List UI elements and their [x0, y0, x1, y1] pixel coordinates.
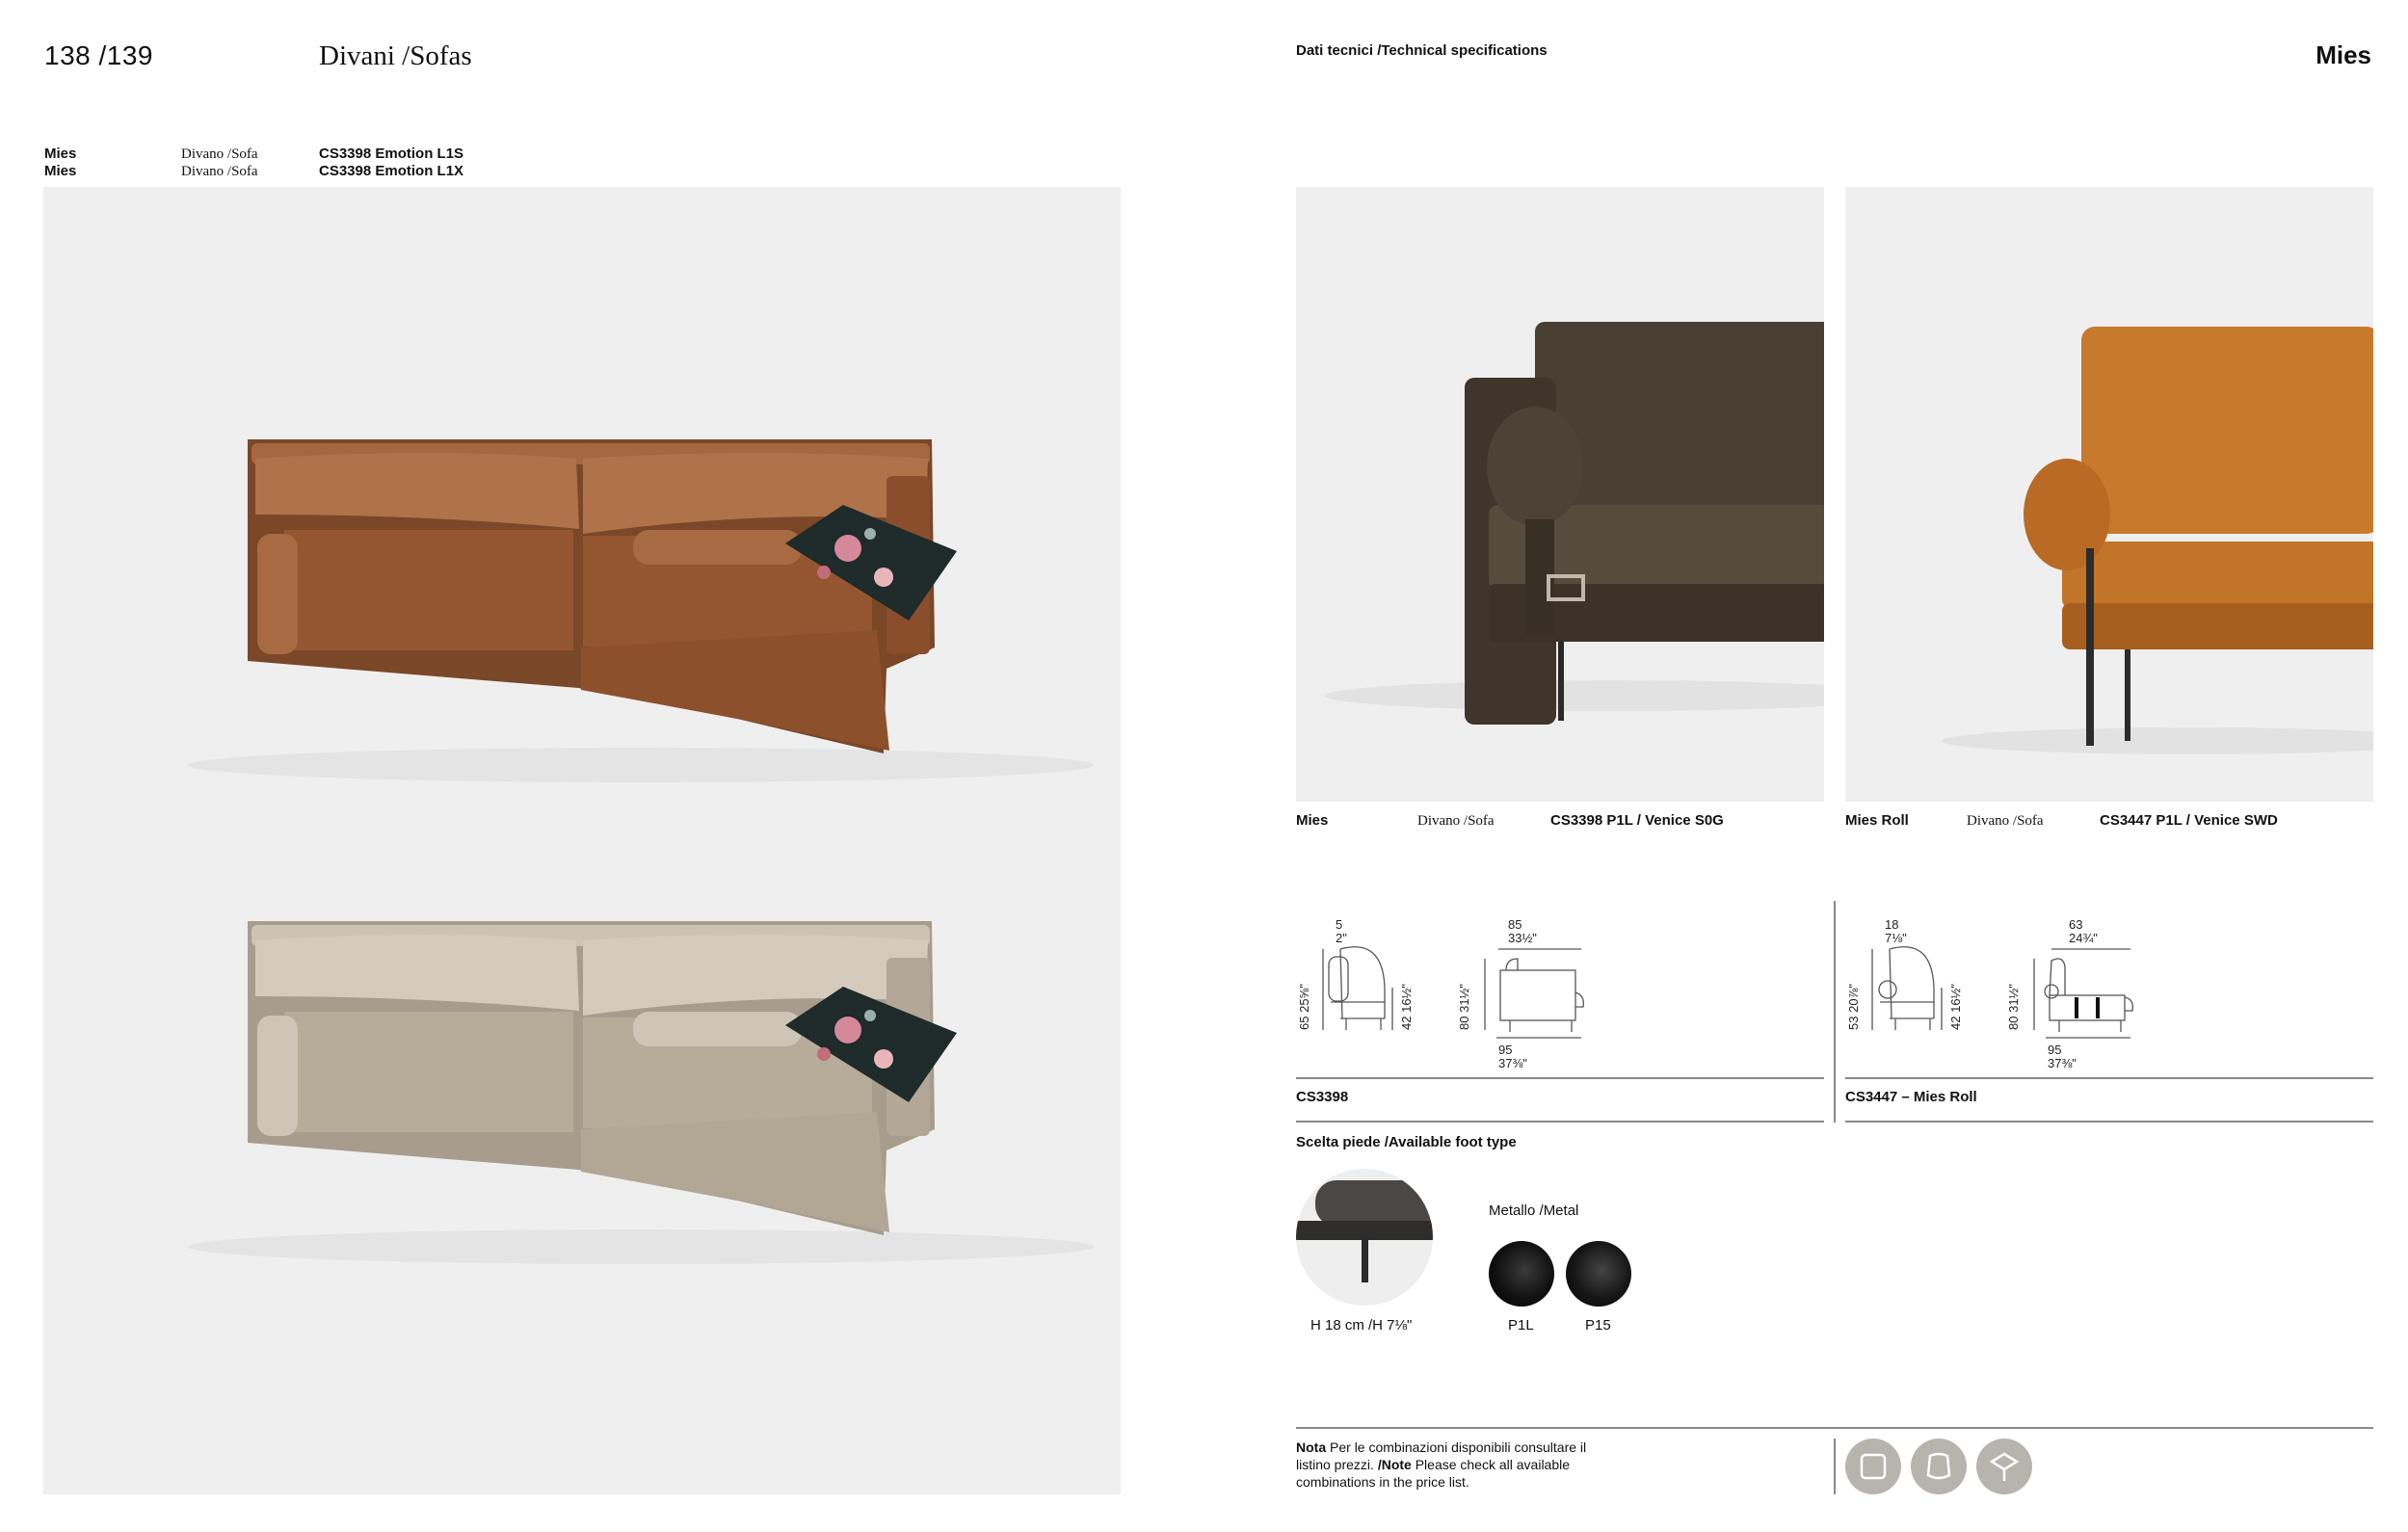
- feet-title: Scelta piede /Available foot type: [1296, 1134, 1517, 1150]
- sofa-top-views-illustration: [43, 187, 1121, 1494]
- note-divider: [1834, 1439, 1836, 1494]
- drawing-rule-bottom-1: [1296, 1121, 1824, 1123]
- product-name-1: Mies: [1296, 812, 1329, 829]
- foot-detail-photo: [1296, 1169, 1433, 1306]
- product-type-1: Divano /Sofa: [1417, 813, 1495, 829]
- drawing-rule-bottom-2: [1845, 1121, 2373, 1123]
- drawing-divider: [1834, 901, 1836, 1123]
- caption-code-2: CS3398 Emotion L1X: [319, 163, 464, 179]
- collection-title: Mies: [2315, 40, 2371, 69]
- product-code-1: CS3398 P1L / Venice S0G: [1550, 812, 1724, 829]
- cs3398-line-drawing: [1296, 911, 1824, 1084]
- taupe-sofa: [188, 921, 1094, 1264]
- caption-name-2: Mies: [44, 163, 77, 179]
- dim-width: 95 37⅜": [1498, 1043, 1527, 1070]
- section-title: Divani /Sofas: [319, 40, 472, 71]
- foot-caption: H 18 cm /H 7⅛": [1310, 1317, 1413, 1334]
- finish-swatch-p1l: [1489, 1241, 1554, 1307]
- dim-seat-height: 42 16½": [1948, 983, 1963, 1030]
- drawing-cs3447: [1845, 911, 2373, 1084]
- caption-type-1: Divano /Sofa: [181, 146, 258, 162]
- page-numbers: 138 /139: [44, 40, 153, 70]
- dim-width: 95 37⅜": [2048, 1043, 2077, 1070]
- note-text: Nota Per le combinazioni disponibili consultare il listino prezzi. /Note Please check all available combinations in the price list.: [1296, 1440, 1587, 1490]
- spec-label: Dati tecnici /Technical specifications: [1296, 42, 1548, 59]
- dim-seat-height: 42 16½": [1399, 983, 1414, 1030]
- cs3447-line-drawing: [1845, 911, 2373, 1084]
- dim-side-height: 53 20⅞": [1846, 983, 1861, 1030]
- product-code-2: CS3447 P1L / Venice SWD: [2100, 812, 2278, 829]
- seat-care-icon: [1976, 1439, 2032, 1494]
- mies-sofa-photo: [1296, 187, 1824, 802]
- sofa-top-view-photo: [43, 187, 1121, 1494]
- finish-label: Metallo /Metal: [1489, 1202, 1579, 1219]
- drawing-rule-top-2: [1845, 1077, 2373, 1079]
- dim-depth: 63 24¾": [2069, 917, 2098, 945]
- drawing-rule-top-1: [1296, 1077, 1824, 1079]
- dim-front-height: 80 31½": [2006, 983, 2021, 1030]
- fabric-icon: [1845, 1439, 1901, 1494]
- foot-detail-illustration: [1296, 1169, 1433, 1306]
- dim-side-top: 5 2": [1336, 917, 1347, 945]
- product-type-2: Divano /Sofa: [1967, 813, 2044, 829]
- dim-front-height: 80 31½": [1457, 983, 1471, 1030]
- leather-icon: [1911, 1439, 1967, 1494]
- dim-side-top: 18 7⅛": [1885, 917, 1907, 945]
- brown-sofa: [188, 439, 1094, 782]
- finish-swatch-p15: [1566, 1241, 1631, 1307]
- product-name-2: Mies Roll: [1845, 812, 1909, 829]
- dim-depth: 85 33½": [1508, 917, 1537, 945]
- caption-type-2: Divano /Sofa: [181, 164, 258, 179]
- drawing-label-2: CS3447 – Mies Roll: [1845, 1089, 1977, 1105]
- drawing-cs3398: [1296, 911, 1824, 1084]
- note-rule: [1296, 1427, 2373, 1429]
- caption-name-1: Mies: [44, 145, 77, 162]
- caption-code-1: CS3398 Emotion L1S: [319, 145, 464, 162]
- dim-side-height: 65 25⅝": [1297, 983, 1311, 1030]
- finish-label-p15: P15: [1585, 1317, 1611, 1334]
- mies-sofa-illustration: [1296, 187, 1824, 802]
- mies-roll-sofa-illustration: [1845, 187, 2373, 802]
- mies-roll-sofa-photo: [1845, 187, 2373, 802]
- drawing-label-1: CS3398: [1296, 1089, 1349, 1105]
- finish-label-p1l: P1L: [1508, 1317, 1534, 1334]
